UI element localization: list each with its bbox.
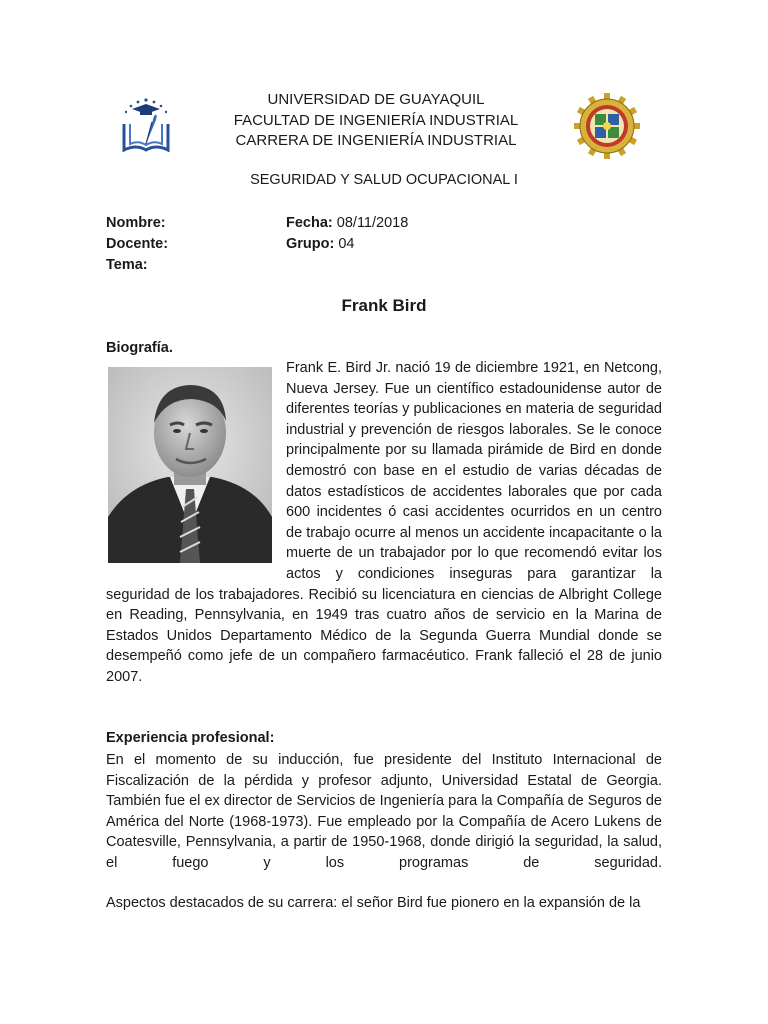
experiencia-heading: Experiencia profesional: (106, 730, 275, 746)
biografia-heading: Biografía. (106, 340, 173, 356)
tema-label: Tema: (106, 257, 148, 273)
docente-label: Docente: (106, 236, 169, 252)
meta-row-tema (106, 255, 606, 276)
meta-row-nombre (106, 213, 606, 234)
subject-title: SEGURIDAD Y SALUD OCUPACIONAL I (250, 172, 518, 188)
university-logo (116, 94, 176, 156)
university-name: UNIVERSIDAD DE GUAYAQUIL (267, 91, 485, 108)
student-info (106, 213, 606, 276)
nombre-label: Nombre: (106, 215, 166, 231)
biografia-text (106, 358, 662, 688)
career-name: CARRERA DE INGENIERÍA INDUSTRIAL (235, 132, 517, 149)
document-header (176, 90, 576, 152)
faculty-name: FACULTAD DE INGENIERÍA INDUSTRIAL (233, 111, 519, 129)
grupo-field (286, 234, 355, 255)
faculty-seal-icon (574, 93, 640, 159)
fecha-value: 08/11/2018 (336, 215, 409, 231)
meta-row-docente (106, 234, 606, 255)
grupo-label: Grupo: (286, 236, 335, 252)
document-title: Frank Bird (341, 296, 427, 315)
biografia-body: Frank E. Bird Jr. nació 19 de diciembre 1921, en Netcong, Nueva Jersey. Fue un científico estadounidense autor de diferentes teorías y publicaciones en materia de seguridad industrial y prevención de riesgos laborales. Se le conoce principalmente por su llamada pirámide de Bird en donde demostró con base en el estudio de varias décadas de datos estadísticos de accidentes laborales que por cada 600 incidentes ó casi accidentes ocurridos en un centro de trabajo ocurre al menos un accidente incapacitante o la muerte de un trabajador por lo que recomendó evitar los actos y condiciones inseguras para garantizar la seguridad de los trabajadores. Recibió su licenciatura en ciencias de Albright College en Reading, Pennsylvania, en 1949 tras cuatro años de servicio en la Marina de Estados Unidos Departamento Médico de la Segunda Guerra Mundial donde se desempeñó como jefe de un compañero farmacéutico. Frank falleció el 28 de junio 2007. (106, 360, 662, 685)
aspectos-text: Aspectos destacados de su carrera: el señor Bird fue pionero en la expansión de la (106, 895, 641, 911)
grupo-value: 04 (338, 236, 355, 252)
experiencia-text: En el momento de su inducción, fue presidente del Instituto Internacional de Fiscalización de la pérdida y profesor adjunto, Universidad Estatal de Georgia. También fue el ex director de Servicios de Ingeniería para la Compañía de Seguros de América del Norte (1968-1973). Fue empleado por la Compañía de Acero Lukens de Coatesville, Pennsylvania, a partir de 1950-1968, donde dirigió la seguridad, la salud, el fuego y los programas de seguridad. (106, 752, 662, 871)
fecha-label: Fecha: (286, 215, 333, 231)
fecha-field (286, 213, 408, 234)
photo-wrap-spacer (106, 358, 286, 580)
